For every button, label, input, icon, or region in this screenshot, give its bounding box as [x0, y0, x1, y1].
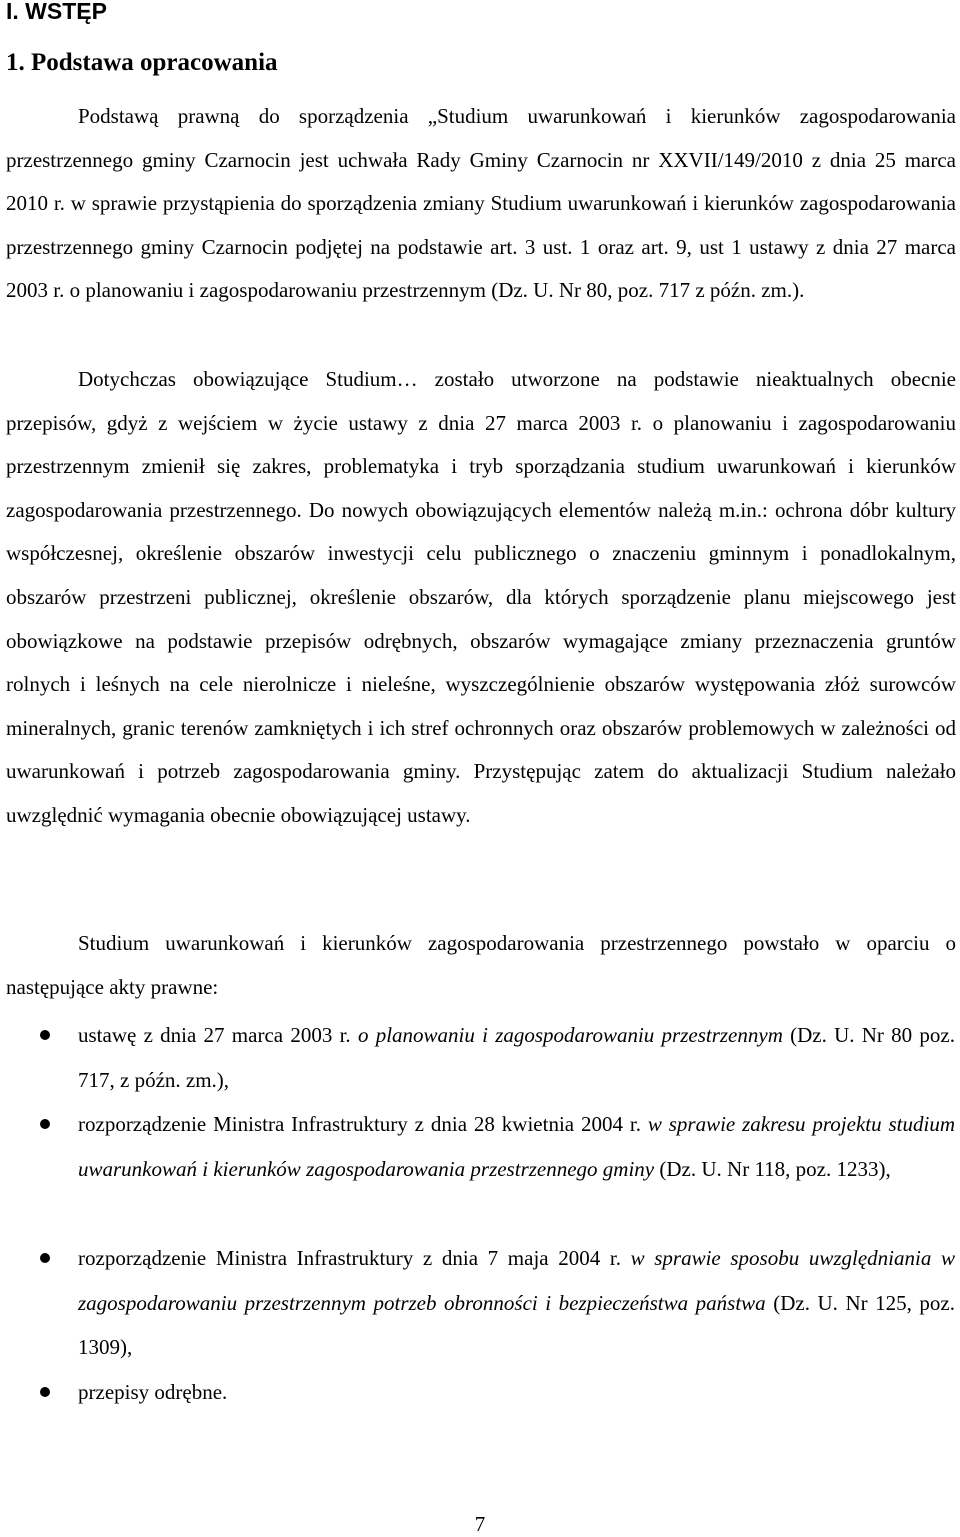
bullet-icon	[40, 1253, 50, 1263]
paragraph-legal-acts-intro: Studium uwarunkowań i kierunków zagospodarowania przestrzennego powstało w oparciu o następujące akty prawne:	[6, 931, 956, 999]
section-heading: 1. Podstawa opracowania	[6, 49, 278, 76]
act-lead: przepisy odrębne.	[78, 1380, 228, 1404]
act-lead: rozporządzenie Ministra Infrastruktury z dnia 7 maja 2004 r.	[78, 1246, 631, 1270]
paragraph-previous-studium: Dotychczas obowiązujące Studium… zostało utworzone na podstawie nieaktualnych obecnie przepisów, gdyż z wejściem w życie ustawy z dnia 27 marca 2003 r. o planowaniu i zagospodarowaniu przestrzennym zmienił się zakres, problematyka i tryb sporządzania studium uwarunkowań i kierunków zagospodarowania przestrzennego. Do nowych obowiązujących elementów należą m.in.: ochrona dóbr kultury współczesnej, określenie obszarów inwestycji celu publicznego o znaczeniu gminnym i ponadlokalnym, obszarów przestrzeni publicznej, określenie obszarów, dla których sporządzenie planu miejscowego jest obowiązkowe na podstawie przepisów odrębnych, obszarów wymagające zmiany przeznaczenia gruntów rolnych i leśnych na cele nierolnicze i nieleśne, wyszczególnienie obszarów występowania złóż surowców mineralnych, granic terenów zamkniętych i ich stref ochronnych oraz obszarów problemowych w zależności od uwarunkowań i potrzeb zagospodarowania gminy. Przystępując zatem do aktualizacji Studium należało uwzględnić wymagania obecnie obowiązującej ustawy.	[6, 367, 956, 827]
page-number: 7	[474, 1512, 486, 1536]
chapter-heading: I. WSTĘP	[6, 0, 107, 24]
act-lead: ustawę z dnia 27 marca 2003 r.	[78, 1023, 358, 1047]
act-reference: (Dz. U. Nr 125, poz. 1309),	[78, 1290, 956, 1359]
list-item	[78, 1102, 955, 1191]
act-title: w sprawie zakresu projektu studium uwarunkowań i kierunków zagospodarowania przestrzennego gminy	[78, 1112, 955, 1181]
bullet-icon	[40, 1030, 50, 1040]
act-title: w sprawie sposobu uwzględniania w zagospodarowaniu przestrzennym potrzeb obronności i bezpieczeństwa państwa	[78, 1246, 955, 1315]
act-reference: (Dz. U. Nr 80 poz. 717, z późn. zm.),	[78, 1023, 955, 1092]
act-title: o planowaniu i zagospodarowaniu przestrzennym	[357, 1023, 783, 1047]
list-item	[78, 1370, 955, 1415]
bullet-icon	[40, 1119, 50, 1129]
paragraph-legal-basis: Podstawą prawną do sporządzenia „Studium uwarunkowań i kierunków zagospodarowania przestrzennego gminy Czarnocin jest uchwała Rady Gminy Czarnocin nr XXVII/149/2010 z dnia 25 marca 2010 r. w sprawie przystąpienia do sporządzenia zmiany Studium uwarunkowań i kierunków zagospodarowania przestrzennego gminy Czarnocin podjętej na podstawie art. 3 ust. 1 oraz art. 9, ust 1 ustawy z dnia 27 marca 2003 r. o planowaniu i zagospodarowaniu przestrzennym (Dz. U. Nr 80, poz. 717 z późn. zm.).	[6, 104, 956, 303]
bullet-icon	[40, 1387, 50, 1397]
list-item	[78, 1013, 955, 1102]
act-lead: rozporządzenie Ministra Infrastruktury z dnia 28 kwietnia 2004 r.	[78, 1112, 648, 1136]
list-item	[78, 1236, 955, 1370]
act-reference: (Dz. U. Nr 118, poz. 1233),	[654, 1156, 891, 1181]
